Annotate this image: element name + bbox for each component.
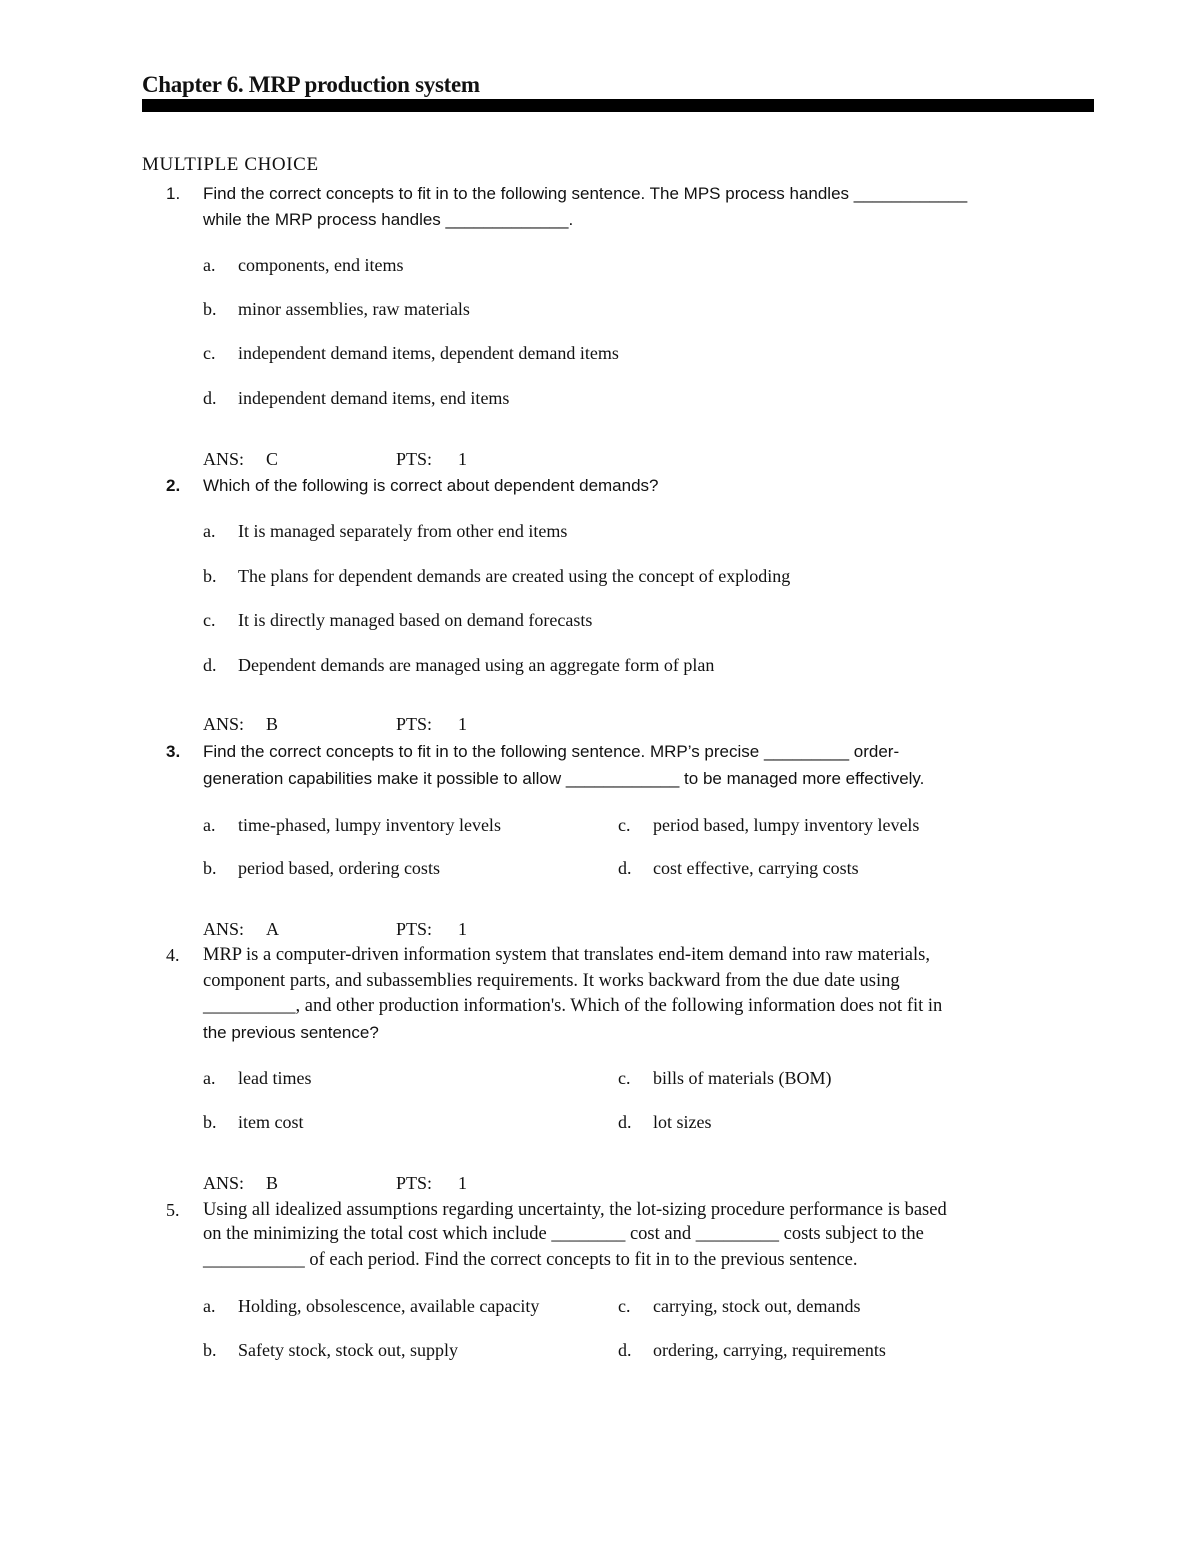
q4-option-d-letter: d. (618, 1112, 632, 1132)
q1-option-d-letter: d. (203, 388, 217, 408)
q1-pts-label: PTS: (396, 449, 433, 469)
question-3-line-1: Find the correct concepts to fit in to the following sentence. MRP’s precise _________ order- (203, 742, 900, 761)
q5-option-b-text: Safety stock, stock out, supply (238, 1340, 458, 1360)
q4-pts-label: PTS: (396, 1173, 433, 1193)
question-1-line-1: Find the correct concepts to fit in to the following sentence. The MPS process handles ____________ (203, 184, 968, 203)
q5-option-c-letter: c. (618, 1296, 631, 1316)
question-4-line-2: component parts, and subassemblies requirements. It works backward from the due date using (203, 971, 900, 991)
q2-pts-value: 1 (458, 714, 467, 734)
q1-ans-value: C (266, 449, 279, 469)
question-3-number: 3. (166, 742, 181, 761)
q2-option-c-text: It is directly managed based on demand forecasts (238, 610, 593, 630)
q2-option-a-letter: a. (203, 521, 216, 541)
q4-option-a-letter: a. (203, 1068, 216, 1088)
question-5-line-2: on the minimizing the total cost which include ________ cost and _________ costs subject to the (203, 1224, 924, 1244)
question-1-line-2: while the MRP process handles _____________. (203, 210, 574, 229)
question-2-line-1: Which of the following is correct about dependent demands? (203, 476, 659, 495)
q1-option-a-letter: a. (203, 255, 216, 275)
q3-option-b-text: period based, ordering costs (238, 858, 440, 878)
q1-option-c-text: independent demand items, dependent demand items (238, 343, 619, 363)
q5-option-d-text: ordering, carrying, requirements (653, 1340, 886, 1360)
q3-option-a-letter: a. (203, 815, 216, 835)
question-5-line-1: Using all idealized assumptions regarding uncertainty, the lot-sizing procedure performance is based (203, 1200, 947, 1220)
question-2-number: 2. (166, 476, 181, 495)
q4-ans-value: B (266, 1173, 279, 1193)
q1-ans-label: ANS: (203, 449, 245, 469)
q3-pts-label: PTS: (396, 919, 433, 939)
q5-option-a-letter: a. (203, 1296, 216, 1316)
q5-option-b-letter: b. (203, 1340, 217, 1360)
question-4-number: 4. (166, 945, 180, 965)
question-4-line-1: MRP is a computer-driven information system that translates end-item demand into raw materials, (203, 945, 930, 965)
q3-option-a-text: time-phased, lumpy inventory levels (238, 815, 501, 835)
q2-option-b-letter: b. (203, 566, 217, 586)
q1-option-d-text: independent demand items, end items (238, 388, 510, 408)
q4-option-b-letter: b. (203, 1112, 217, 1132)
section-heading: MULTIPLE CHOICE (142, 154, 319, 175)
q1-option-c-letter: c. (203, 343, 216, 363)
question-3-line-2: generation capabilities make it possible to allow ____________ to be managed more effectively. (203, 769, 925, 788)
q2-option-b-text: The plans for dependent demands are created using the concept of exploding (238, 566, 791, 586)
question-4-line-3: __________, and other production information's. Which of the following information does not fit in (203, 996, 943, 1016)
q3-option-d-letter: d. (618, 858, 632, 878)
q4-option-c-text: bills of materials (BOM) (653, 1068, 832, 1088)
q3-ans-value: A (266, 919, 279, 939)
q1-option-a-text: components, end items (238, 255, 404, 275)
q3-option-c-letter: c. (618, 815, 631, 835)
q3-option-c-text: period based, lumpy inventory levels (653, 815, 920, 835)
q1-pts-value: 1 (458, 449, 467, 469)
q3-option-d-text: cost effective, carrying costs (653, 858, 859, 878)
q4-option-b-text: item cost (238, 1112, 304, 1132)
q3-option-b-letter: b. (203, 858, 217, 878)
q2-pts-label: PTS: (396, 714, 433, 734)
q4-pts-value: 1 (458, 1173, 467, 1193)
title-rule (142, 99, 1094, 112)
q5-option-c-text: carrying, stock out, demands (653, 1296, 861, 1316)
question-5-line-3: ___________ of each period. Find the correct concepts to fit in to the previous sentence. (203, 1250, 858, 1270)
q4-option-c-letter: c. (618, 1068, 631, 1088)
q1-option-b-text: minor assemblies, raw materials (238, 299, 470, 319)
question-4-line-4: the previous sentence? (203, 1023, 379, 1042)
q2-ans-label: ANS: (203, 714, 245, 734)
q4-option-a-text: lead times (238, 1068, 312, 1088)
q4-option-d-text: lot sizes (653, 1112, 712, 1132)
q5-option-a-text: Holding, obsolescence, available capacity (238, 1296, 540, 1316)
q3-pts-value: 1 (458, 919, 467, 939)
q2-option-d-text: Dependent demands are managed using an aggregate form of plan (238, 655, 715, 675)
question-5-number: 5. (166, 1200, 180, 1220)
q2-option-c-letter: c. (203, 610, 216, 630)
question-1-number: 1. (166, 184, 181, 203)
chapter-title: Chapter 6. MRP production system (142, 72, 480, 97)
q4-ans-label: ANS: (203, 1173, 245, 1193)
q2-option-d-letter: d. (203, 655, 217, 675)
q2-ans-value: B (266, 714, 279, 734)
q5-option-d-letter: d. (618, 1340, 632, 1360)
q3-ans-label: ANS: (203, 919, 245, 939)
q2-option-a-text: It is managed separately from other end items (238, 521, 568, 541)
q1-option-b-letter: b. (203, 299, 217, 319)
